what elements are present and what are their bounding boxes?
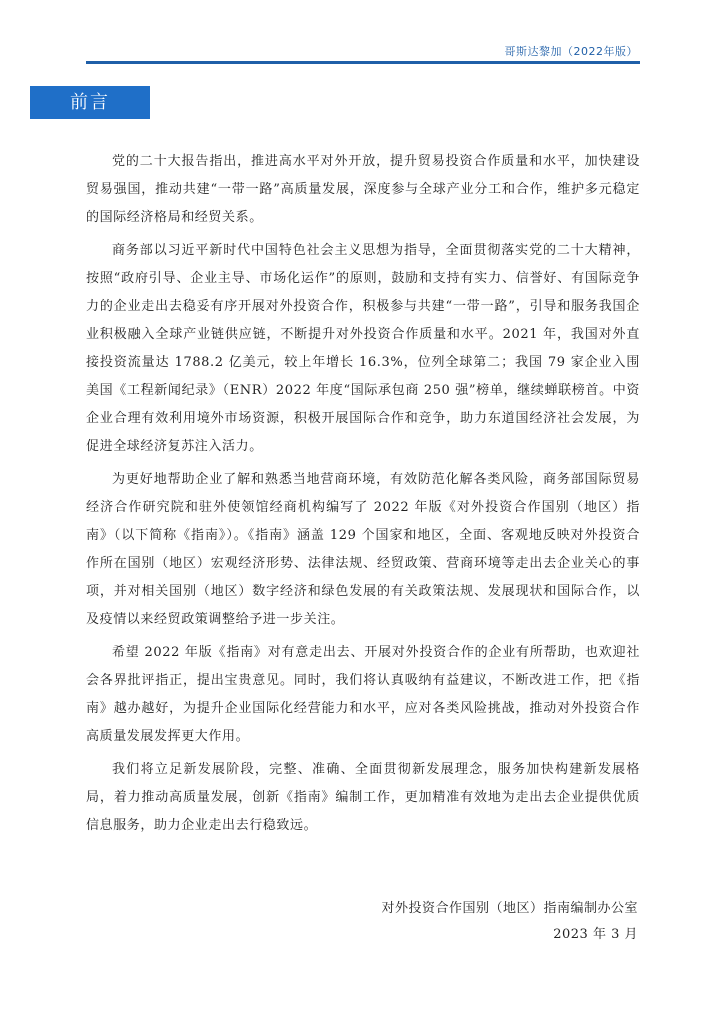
signature-block <box>381 896 638 948</box>
paragraph: 党的二十大报告指出，推进高水平对外开放，提升贸易投资合作质量和水平，加快建设贸易强国，推动共建“一带一路”高质量发展，深度参与全球产业分工和合作，维护多元稳定的国际经济格局和经贸关系。 <box>86 154 640 225</box>
signature-date: 2023 年 3 月 <box>553 927 638 942</box>
running-header-title: 哥斯达黎加（2022年版） <box>504 45 638 58</box>
header-rule <box>86 61 640 64</box>
section-title: 前言 <box>30 86 150 119</box>
paragraph: 商务部以习近平新时代中国特色社会主义思想为指导，全面贯彻落实党的二十大精神，按照“政府引导、企业主导、市场化运作”的原则，鼓励和支持有实力、信誉好、有国际竞争力的企业走出去稳妥有序开展对外投资合作，积极参与共建“一带一路”，引导和服务我国企业积极融入全球产业链供应链，不断提升对外投资合作质量和水平。2021 年，我国对外直接投资流量达 1788.2 亿美元，较上年增长 16.3%，位列全球第二；我国 79 家企业入围美国《工程新闻纪录》（ENR）2022 年度“国际承包商 250 强”榜单，继续蝉联榜首。中资企业合理有效利用境外市场资源，积极开展国际合作和竞争，助力东道国经济社会发展，为促进全球经济复苏注入活力。 <box>86 243 640 454</box>
paragraph: 为更好地帮助企业了解和熟悉当地营商环境，有效防范化解各类风险，商务部国际贸易经济合作研究院和驻外使领馆经商机构编写了 2022 年版《对外投资合作国别（地区）指南》（以下简称《指南》）。《指南》涵盖 129 个国家和地区，全面、客观地反映对外投资合作所在国别（地区）宏观经济形势、法律法规、经贸政策、营商环境等走出去企业关心的事项，并对相关国别（地区）数字经济和绿色发展的有关政策法规、发展现状和国际合作，以及疫情以来经贸政策调整给予进一步关注。 <box>86 472 640 627</box>
signature-office: 对外投资合作国别（地区）指南编制办公室 <box>381 901 638 916</box>
paragraph: 希望 2022 年版《指南》对有意走出去、开展对外投资合作的企业有所帮助，也欢迎社会各界批评指正，提出宝贵意见。同时，我们将认真吸纳有益建议，不断改进工作，把《指南》越办越好，为提升企业国际化经营能力和水平，应对各类风险挑战，推动对外投资合作高质量发展发挥更大作用。 <box>86 645 640 744</box>
body-text <box>86 148 640 845</box>
paragraph: 我们将立足新发展阶段，完整、准确、全面贯彻新发展理念，服务加快构建新发展格局，着力推动高质量发展，创新《指南》编制工作，更加精准有效地为走出去企业提供优质信息服务，助力企业走出去行稳致远。 <box>86 762 640 833</box>
